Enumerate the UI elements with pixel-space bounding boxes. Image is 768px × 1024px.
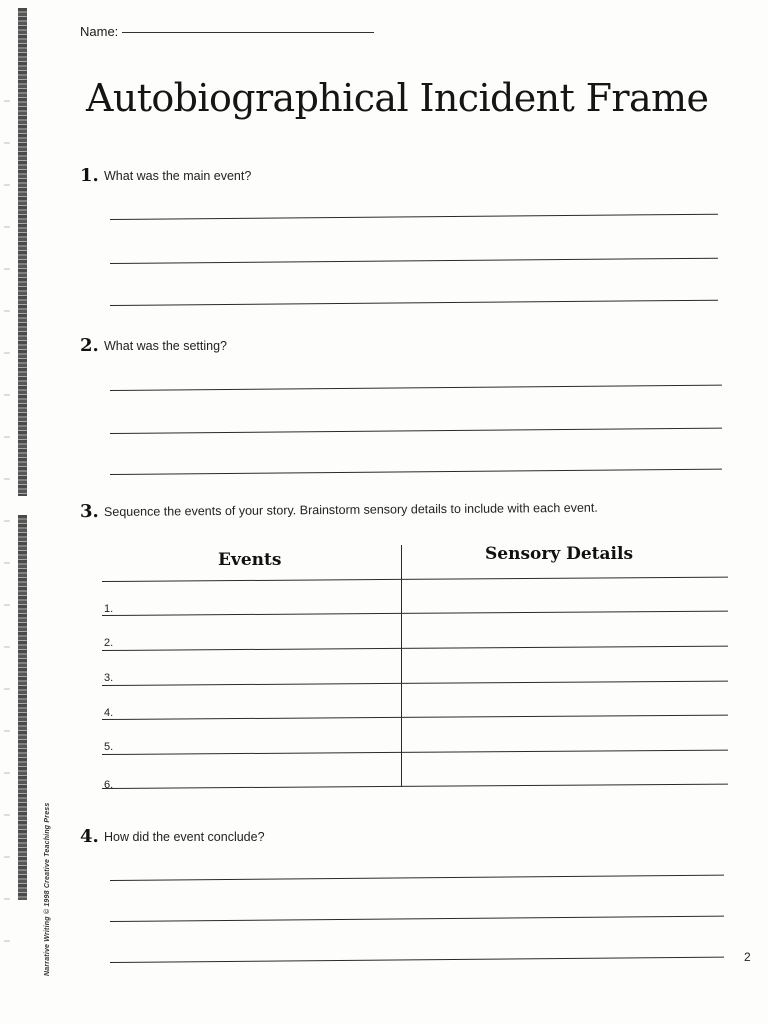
answer-1-line-2[interactable] bbox=[110, 258, 718, 264]
question-1-number: 1. bbox=[80, 165, 99, 186]
question-3-text: Sequence the events of your story. Brainstorm sensory details to include with each event. bbox=[103, 500, 598, 519]
table-row-number: 2. bbox=[104, 637, 114, 649]
question-2-number: 2. bbox=[80, 335, 99, 356]
binding-edge-lower bbox=[18, 515, 27, 900]
answer-4-line-3[interactable] bbox=[110, 957, 724, 963]
table-column-divider bbox=[401, 545, 402, 787]
question-4-number: 4. bbox=[80, 826, 99, 847]
table-row-number: 4. bbox=[104, 707, 114, 719]
table-header-rule bbox=[102, 577, 728, 582]
answer-2-line-1[interactable] bbox=[110, 385, 722, 391]
question-2-text: What was the setting? bbox=[104, 339, 227, 353]
table-row-number: 6. bbox=[104, 779, 114, 791]
question-1-text: What was the main event? bbox=[104, 169, 252, 183]
name-label: Name: bbox=[80, 24, 119, 39]
table-row-number: 1. bbox=[104, 603, 114, 615]
question-3-number: 3. bbox=[80, 501, 99, 522]
table-row-number: 3. bbox=[104, 672, 114, 684]
table-row-line[interactable] bbox=[102, 681, 728, 686]
answer-4-line-2[interactable] bbox=[110, 916, 724, 922]
table-header-events: Events bbox=[218, 550, 282, 570]
table-row-line[interactable] bbox=[102, 750, 728, 755]
page-number: 2 bbox=[744, 950, 751, 964]
name-line[interactable] bbox=[122, 32, 374, 33]
table-row-line[interactable] bbox=[102, 611, 728, 616]
answer-4-line-1[interactable] bbox=[110, 875, 724, 881]
table-header-sensory-details: Sensory Details bbox=[485, 544, 634, 564]
answer-2-line-3[interactable] bbox=[110, 469, 722, 475]
answer-1-line-1[interactable] bbox=[110, 214, 718, 220]
binding-edge-upper bbox=[18, 8, 27, 496]
table-row-line[interactable] bbox=[102, 784, 728, 789]
page-title: Autobiographical Incident Frame bbox=[86, 76, 709, 120]
answer-2-line-2[interactable] bbox=[110, 428, 722, 434]
table-row-line[interactable] bbox=[102, 646, 728, 651]
answer-1-line-3[interactable] bbox=[110, 300, 718, 306]
question-4-text: How did the event conclude? bbox=[104, 830, 265, 844]
table-row-line[interactable] bbox=[102, 715, 728, 720]
copyright-notice: Narrative Writing © 1998 Creative Teaching Press bbox=[44, 802, 51, 976]
table-row-number: 5. bbox=[104, 741, 114, 753]
binding-holes bbox=[4, 60, 10, 960]
